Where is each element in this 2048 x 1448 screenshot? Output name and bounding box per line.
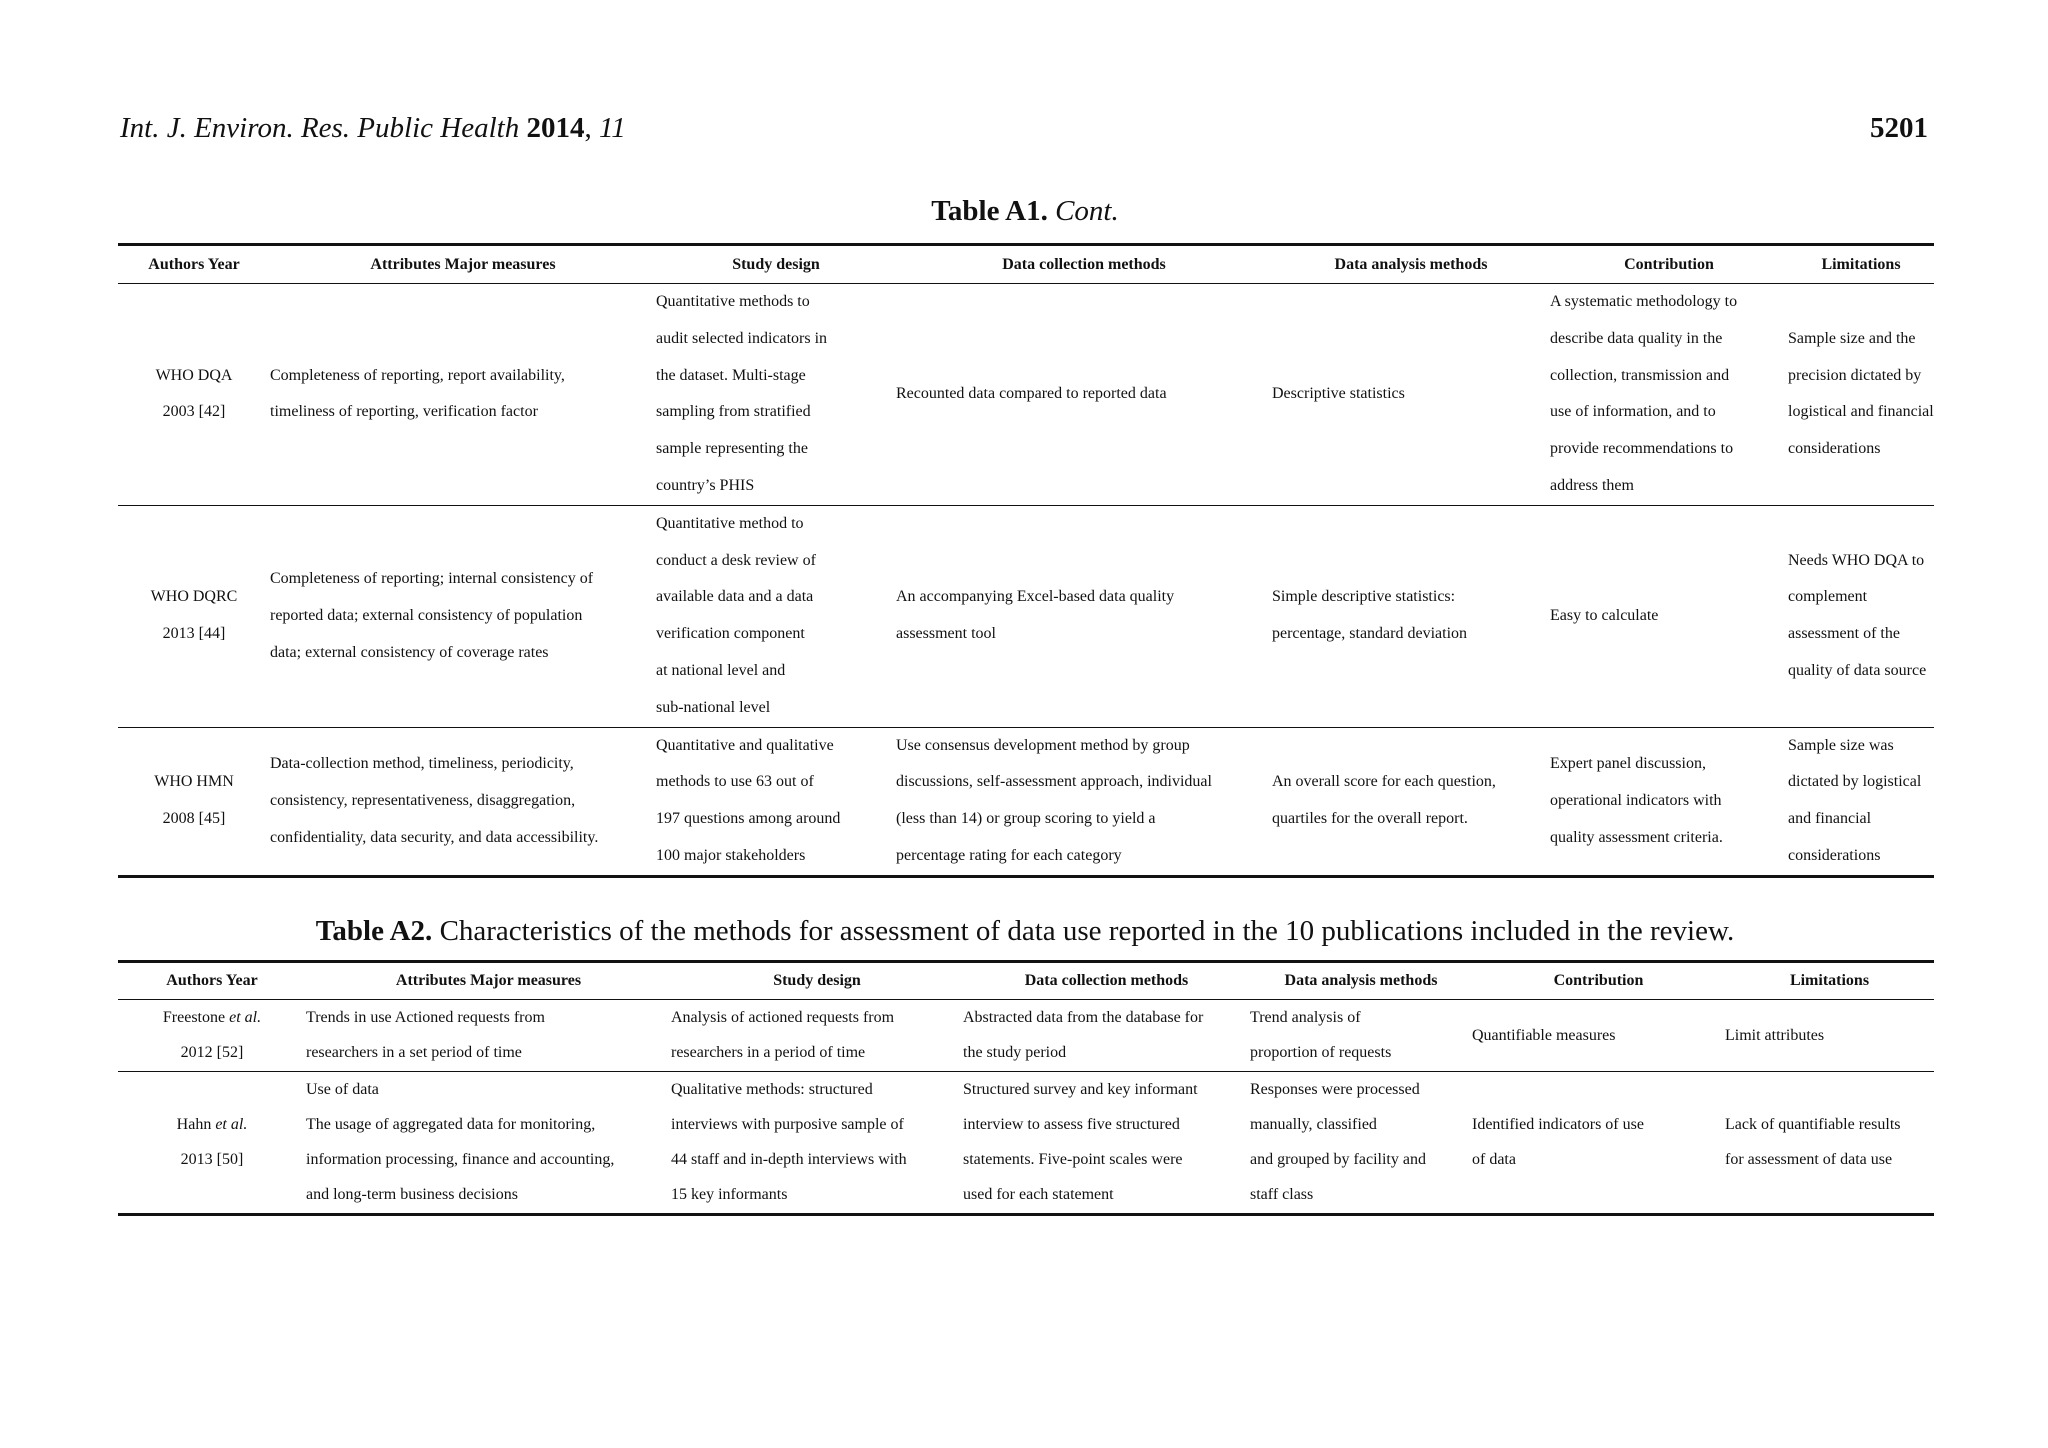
column-header: Contribution: [1624, 255, 1714, 273]
data-analysis-cell: [1250, 1071, 1472, 1214]
cell-line: Use of data: [306, 1080, 379, 1098]
limitations-cell: [1788, 505, 1934, 727]
page-number: 5201: [1870, 112, 1928, 144]
data-collection-cell-lines: [963, 1072, 1244, 1213]
column-header: Attributes Major measures: [395, 972, 582, 989]
cell-line: assessment of the: [1788, 625, 1900, 643]
limitations-cell-lines: [1788, 728, 1928, 875]
contribution-cell-lines: [1550, 746, 1782, 856]
table-row: [118, 284, 1934, 506]
cell-line: logistical and financial: [1788, 403, 1934, 421]
cell-line: The usage of aggregated data for monitoring,: [306, 1115, 596, 1133]
limitations-cell: [1788, 284, 1934, 506]
cell-line: manually, classified: [1250, 1115, 1377, 1133]
author-lines: [124, 579, 264, 653]
cell-line: 15 key informants: [671, 1186, 788, 1204]
author-year: 2008 [45]: [162, 810, 226, 828]
cell-line: Use consensus development method by group: [896, 736, 1190, 754]
cell-line: Completeness of reporting, report availability,: [270, 366, 565, 384]
cell-line: confidentiality, data security, and data accessibility.: [270, 828, 599, 846]
cell-line: considerations: [1788, 846, 1881, 864]
citation-separator: ,: [584, 112, 592, 144]
journal-year: 2014: [526, 112, 585, 144]
attributes-cell-lines: [306, 1072, 665, 1213]
cell-line: Needs WHO DQA to: [1788, 551, 1925, 569]
attributes-cell-lines: [270, 561, 650, 671]
study-design-cell-lines: [671, 1072, 957, 1213]
cell-line: Identified indicators of use: [1472, 1115, 1644, 1133]
cell-line: the dataset. Multi-stage: [656, 366, 806, 384]
cell-line: proportion of requests: [1250, 1044, 1392, 1062]
cell-line: Data-collection method, timeliness, periodicity,: [270, 754, 574, 772]
cell-line: information processing, finance and accounting,: [306, 1151, 615, 1169]
column-header: Data analysis methods: [1334, 255, 1488, 273]
study-design-cell: [671, 1000, 963, 1072]
attributes-cell: [270, 505, 656, 727]
cell-line: 44 staff and in-depth interviews with: [671, 1151, 907, 1169]
attributes-cell-lines: [306, 1000, 665, 1071]
cell-line: Quantitative and qualitative: [656, 736, 834, 754]
cell-line: Quantifiable measures: [1472, 1026, 1616, 1044]
cell-line: and grouped by facility and: [1250, 1151, 1426, 1169]
data-collection-cell: [896, 284, 1272, 506]
data-collection-cell-lines: [896, 728, 1266, 875]
cell-line: Limit attributes: [1725, 1026, 1825, 1044]
cell-line: use of information, and to: [1550, 403, 1716, 421]
cell-line: Quantitative method to: [656, 514, 804, 532]
cell-line: Abstracted data from the database for: [963, 1009, 1204, 1026]
table-a1-caption-text: Cont.: [1055, 195, 1119, 227]
table-a2-caption-text: Characteristics of the methods for assessment of data use reported in the 10 publications included in the review.: [439, 915, 1735, 947]
table-a2: [118, 960, 1934, 1216]
data-analysis-cell-lines: [1250, 1000, 1466, 1071]
author-name: Hahn et al.: [176, 1115, 248, 1133]
cell-line: country’s PHIS: [656, 476, 755, 494]
cell-line: considerations: [1788, 440, 1881, 458]
limitations-cell: [1788, 727, 1934, 876]
cell-line: timeliness of reporting, verification factor: [270, 403, 538, 421]
cell-line: Descriptive statistics: [1272, 384, 1405, 402]
cell-line: assessment tool: [896, 625, 996, 643]
data-analysis-cell: [1272, 505, 1550, 727]
attributes-cell-lines: [270, 746, 650, 856]
author-lines: [124, 358, 264, 432]
table-header-row: [118, 245, 1934, 284]
cell-line: methods to use 63 out of: [656, 773, 814, 791]
data-analysis-cell: [1272, 727, 1550, 876]
study-design-cell-lines: [656, 506, 890, 727]
study-design-cell: [656, 505, 896, 727]
table-a1-caption: [118, 195, 1932, 228]
column-header: Study design: [773, 972, 861, 989]
cell-line: An accompanying Excel-based data quality: [896, 588, 1175, 606]
cell-line: and financial: [1788, 810, 1872, 828]
cell-line: Responses were processed: [1250, 1080, 1420, 1098]
cell-line: collection, transmission and: [1550, 366, 1730, 384]
journal-volume: 11: [598, 112, 626, 144]
author-name: WHO DQA: [155, 366, 233, 384]
data-collection-cell-lines: [963, 1000, 1244, 1071]
cell-line: Completeness of reporting; internal consistency of: [270, 569, 594, 587]
data-collection-cell-lines: [896, 376, 1266, 413]
contribution-cell-lines: [1472, 1018, 1719, 1053]
cell-line: Analysis of actioned requests from: [671, 1009, 895, 1026]
cell-line: sampling from stratified: [656, 403, 811, 421]
data-analysis-cell-lines: [1272, 579, 1544, 653]
data-collection-cell: [896, 727, 1272, 876]
table-header-row: [118, 962, 1934, 1000]
cell-line: consistency, representativeness, disaggregation,: [270, 791, 576, 809]
cell-line: Trend analysis of: [1250, 1009, 1361, 1026]
cell-line: interviews with purposive sample of: [671, 1115, 904, 1133]
cell-line: (less than 14) or group scoring to yield a: [896, 810, 1156, 828]
table-a1-caption-label: Table A1.: [931, 195, 1048, 227]
cell-line: percentage rating for each category: [896, 846, 1122, 864]
cell-line: available data and a data: [656, 588, 814, 606]
cell-line: staff class: [1250, 1186, 1314, 1204]
contribution-cell-lines: [1550, 284, 1782, 505]
study-design-cell-lines: [656, 728, 890, 875]
author-cell: [118, 727, 270, 876]
table-row: [118, 1000, 1934, 1072]
table-a2-caption-label: Table A2.: [315, 915, 433, 947]
author-cell: [118, 1000, 306, 1072]
cell-line: Easy to calculate: [1550, 606, 1659, 624]
contribution-cell: [1550, 727, 1788, 876]
cell-line: precision dictated by: [1788, 366, 1922, 384]
table-row: [118, 727, 1934, 876]
cell-line: quality assessment criteria.: [1550, 828, 1723, 846]
attributes-cell: [270, 727, 656, 876]
cell-line: address them: [1550, 476, 1634, 494]
limitations-cell-lines: [1788, 543, 1928, 690]
author-name: Freestone et al.: [162, 1009, 262, 1026]
author-name: WHO DQRC: [150, 588, 238, 606]
cell-line: quality of data source: [1788, 661, 1927, 679]
cell-line: 100 major stakeholders: [656, 846, 806, 864]
cell-line: describe data quality in the: [1550, 329, 1723, 347]
contribution-cell: [1472, 1000, 1725, 1072]
cell-line: complement: [1788, 588, 1868, 606]
cell-line: Structured survey and key informant: [963, 1080, 1198, 1098]
data-collection-cell: [963, 1000, 1250, 1072]
author-lines: [124, 1000, 300, 1071]
cell-line: Sample size and the: [1788, 329, 1916, 347]
cell-line: Trends in use Actioned requests from: [306, 1009, 545, 1026]
data-analysis-cell: [1250, 1000, 1472, 1072]
cell-line: for assessment of data use: [1725, 1151, 1893, 1169]
cell-line: sub-national level: [656, 698, 771, 716]
limitations-cell-lines: [1788, 321, 1934, 468]
attributes-cell: [306, 1000, 671, 1072]
cell-line: An overall score for each question,: [1272, 773, 1496, 791]
study-design-cell: [656, 284, 896, 506]
contribution-cell-lines: [1472, 1107, 1719, 1178]
cell-line: Quantitative methods to: [656, 293, 810, 310]
author-year: 2013 [50]: [180, 1151, 244, 1169]
page-header: [120, 112, 1928, 145]
cell-line: conduct a desk review of: [656, 551, 816, 569]
column-header: Authors Year: [148, 255, 240, 273]
cell-line: verification component: [656, 625, 805, 643]
column-header: Study design: [732, 255, 820, 273]
cell-line: used for each statement: [963, 1186, 1114, 1204]
data-analysis-cell: [1272, 284, 1550, 506]
limitations-cell-lines: [1725, 1018, 1928, 1053]
cell-line: data; external consistency of coverage rates: [270, 643, 549, 661]
author-year: 2012 [52]: [180, 1044, 244, 1062]
cell-line: dictated by logistical: [1788, 773, 1922, 791]
cell-line: Recounted data compared to reported data: [896, 384, 1167, 402]
limitations-cell-lines: [1725, 1107, 1928, 1178]
column-header: Limitations: [1821, 255, 1901, 273]
table-row: [118, 505, 1934, 727]
author-name: WHO HMN: [154, 773, 234, 791]
author-lines: [124, 1107, 300, 1178]
data-collection-cell: [963, 1071, 1250, 1214]
contribution-cell: [1550, 284, 1788, 506]
column-header: Attributes Major measures: [370, 255, 556, 273]
cell-line: operational indicators with: [1550, 791, 1722, 809]
data-analysis-cell-lines: [1272, 764, 1544, 838]
journal-citation: [120, 112, 626, 145]
cell-line: 197 questions among around: [656, 810, 841, 828]
cell-line: Expert panel discussion,: [1550, 754, 1706, 772]
attributes-cell-lines: [270, 358, 650, 432]
study-design-cell: [656, 727, 896, 876]
cell-line: Simple descriptive statistics:: [1272, 588, 1456, 606]
journal-name: Int. J. Environ. Res. Public Health: [120, 112, 520, 144]
author-cell: [118, 1071, 306, 1214]
author-year: 2003 [42]: [162, 403, 226, 421]
cell-line: Lack of quantifiable results: [1725, 1115, 1901, 1133]
author-lines: [124, 764, 264, 838]
cell-line: and long-term business decisions: [306, 1186, 518, 1204]
column-header: Contribution: [1553, 972, 1644, 989]
contribution-cell: [1472, 1071, 1725, 1214]
cell-line: statements. Five-point scales were: [963, 1151, 1183, 1169]
author-cell: [118, 284, 270, 506]
limitations-cell: [1725, 1071, 1934, 1214]
table-a2-caption: [118, 915, 1932, 948]
cell-line: provide recommendations to: [1550, 440, 1734, 458]
column-header: Data analysis methods: [1284, 972, 1438, 989]
data-collection-cell-lines: [896, 579, 1266, 653]
limitations-cell: [1725, 1000, 1934, 1072]
study-design-cell-lines: [671, 1000, 957, 1071]
column-header: Limitations: [1789, 972, 1870, 989]
attributes-cell: [270, 284, 656, 506]
contribution-cell-lines: [1550, 598, 1782, 635]
table-a1: [118, 243, 1934, 878]
study-design-cell: [671, 1071, 963, 1214]
cell-line: researchers in a set period of time: [306, 1044, 522, 1062]
author-cell: [118, 505, 270, 727]
column-header: Data collection methods: [1024, 972, 1189, 989]
cell-line: Qualitative methods: structured: [671, 1080, 873, 1098]
cell-line: percentage, standard deviation: [1272, 625, 1468, 643]
cell-line: of data: [1472, 1151, 1516, 1169]
data-collection-cell: [896, 505, 1272, 727]
cell-line: quartiles for the overall report.: [1272, 810, 1468, 828]
study-design-cell-lines: [656, 284, 890, 505]
attributes-cell: [306, 1071, 671, 1214]
data-analysis-cell-lines: [1272, 376, 1544, 413]
cell-line: A systematic methodology to: [1550, 293, 1738, 310]
column-header: Data collection methods: [1002, 255, 1166, 273]
table-row: [118, 1071, 1934, 1214]
cell-line: Sample size was: [1788, 736, 1894, 754]
cell-line: at national level and: [656, 661, 786, 679]
cell-line: audit selected indicators in: [656, 329, 828, 347]
cell-line: reported data; external consistency of population: [270, 606, 583, 624]
cell-line: researchers in a period of time: [671, 1044, 866, 1062]
column-header: Authors Year: [166, 972, 258, 989]
data-analysis-cell-lines: [1250, 1072, 1466, 1213]
author-year: 2013 [44]: [162, 625, 226, 643]
author-suffix: et al.: [229, 1009, 262, 1026]
cell-line: sample representing the: [656, 440, 808, 458]
contribution-cell: [1550, 505, 1788, 727]
cell-line: discussions, self-assessment approach, individual: [896, 773, 1212, 791]
author-suffix: et al.: [215, 1115, 248, 1133]
cell-line: the study period: [963, 1044, 1067, 1062]
cell-line: interview to assess five structured: [963, 1115, 1180, 1133]
